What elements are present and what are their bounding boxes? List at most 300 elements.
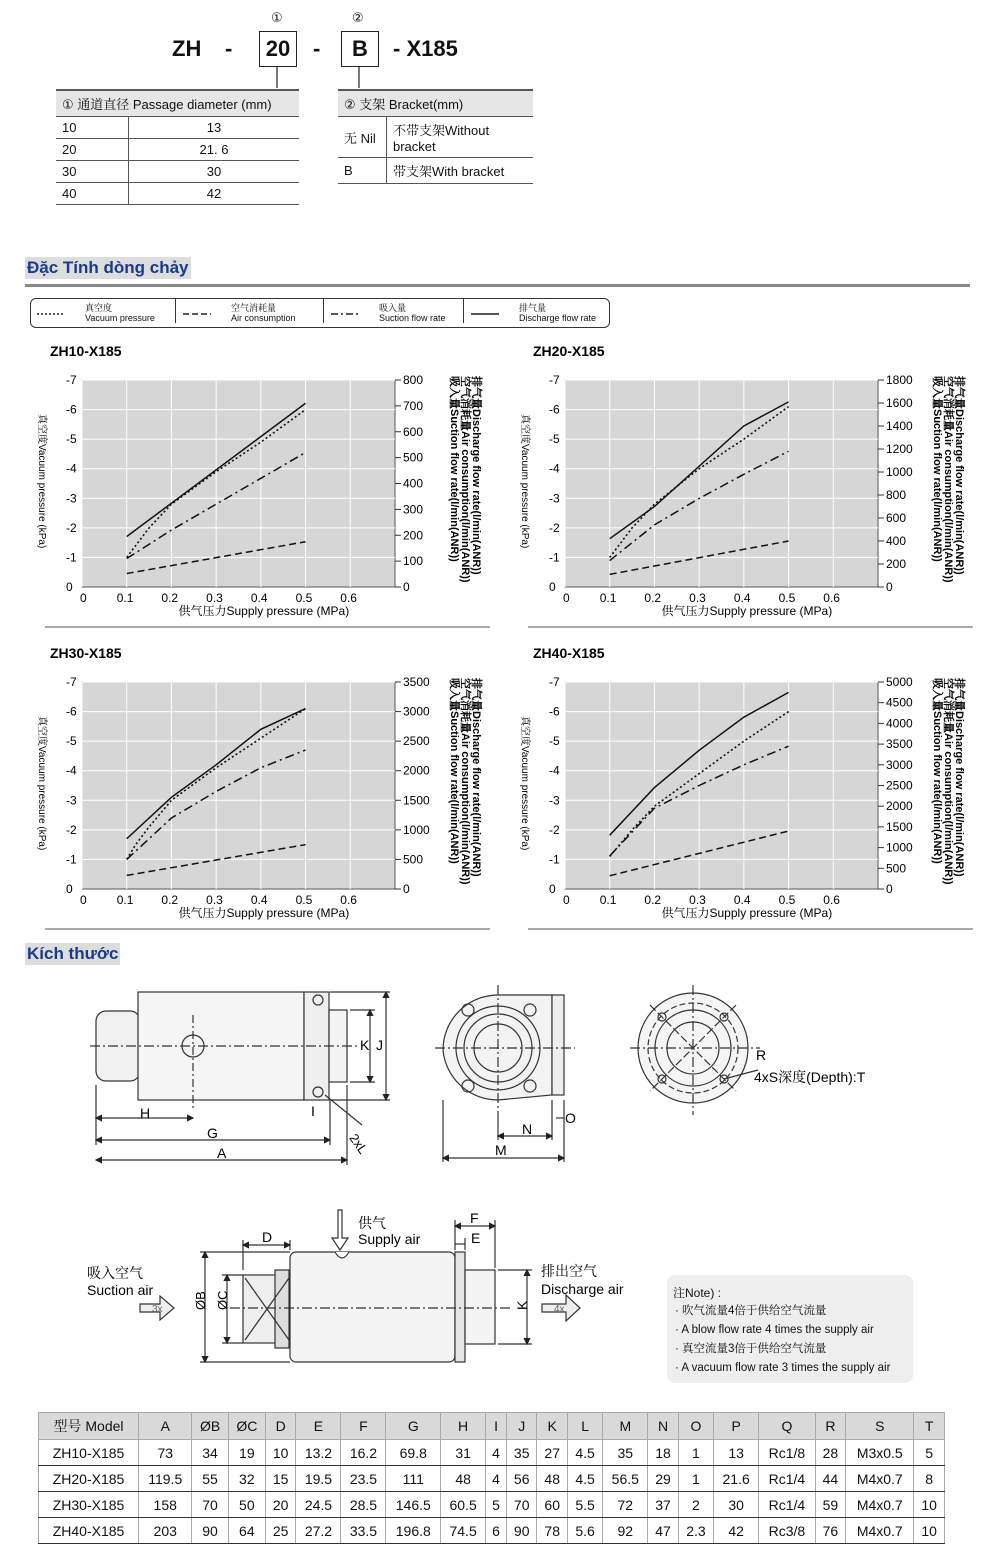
legend-item bbox=[471, 303, 596, 323]
legend-swatch bbox=[471, 309, 501, 319]
x-tick-label: 0.6 bbox=[823, 893, 840, 907]
x-tick-label: 0.3 bbox=[206, 591, 223, 605]
table-cell: 24.5 bbox=[296, 1492, 341, 1518]
left-tick-label: 0 bbox=[66, 882, 73, 896]
x-tick-label: 0.4 bbox=[250, 591, 268, 605]
table-cell: 5.6 bbox=[567, 1518, 602, 1544]
column-header: ØB bbox=[192, 1413, 228, 1440]
chart-panel bbox=[36, 343, 490, 627]
table-cell: Rc1/4 bbox=[759, 1492, 816, 1518]
x-axis-label: 供气压力Supply pressure (MPa) bbox=[178, 906, 350, 920]
table-cell: 158 bbox=[139, 1492, 192, 1518]
table-cell: M4x0.7 bbox=[846, 1492, 914, 1518]
table-cell: 90 bbox=[506, 1518, 537, 1544]
table-cell: 18 bbox=[648, 1440, 679, 1466]
dim-S-label: 4xS深度(Depth):T bbox=[754, 1069, 866, 1085]
right-tick-label: 2000 bbox=[886, 799, 913, 814]
legend-cn: 真空度 bbox=[85, 303, 113, 313]
discharge-air-en: Discharge air bbox=[541, 1281, 624, 1297]
table-cell: 92 bbox=[603, 1518, 648, 1544]
table-cell: 59 bbox=[815, 1492, 846, 1518]
left-tick-label: -5 bbox=[66, 432, 77, 447]
x-tick-label: 0.3 bbox=[689, 591, 706, 605]
legend-item bbox=[331, 303, 446, 323]
table-cell: 146.5 bbox=[386, 1492, 441, 1518]
right-axis-label: 空气消耗量Air consumption(l/min(ANR)) bbox=[942, 376, 954, 583]
table-cell: B bbox=[338, 158, 387, 184]
end-view-drawing bbox=[630, 985, 760, 1115]
x-axis-label: 供气压力Supply pressure (MPa) bbox=[661, 604, 833, 618]
column-header: ØC bbox=[228, 1413, 265, 1440]
table-cell: 21. 6 bbox=[129, 139, 300, 161]
table-cell: 27 bbox=[537, 1440, 568, 1466]
table-cell: 44 bbox=[815, 1466, 846, 1492]
left-tick-label: -3 bbox=[66, 793, 77, 808]
table-cell: 13.2 bbox=[296, 1440, 341, 1466]
column-header: N bbox=[648, 1413, 679, 1440]
table-cell: 72 bbox=[603, 1492, 648, 1518]
right-axis-label: 吸入量Suction flow rate(l/min(ANR)) bbox=[448, 376, 460, 562]
left-tick-label: -5 bbox=[549, 432, 560, 447]
left-tick-label: -4 bbox=[549, 763, 560, 778]
right-tick-label: 200 bbox=[886, 557, 907, 571]
left-tick-label: -4 bbox=[66, 461, 77, 476]
table-cell: Rc3/8 bbox=[759, 1518, 816, 1544]
table-cell: M4x0.7 bbox=[846, 1466, 914, 1492]
left-tick-label: -1 bbox=[66, 550, 77, 565]
table-cell: 2.3 bbox=[678, 1518, 713, 1544]
legend-en: Air consumption bbox=[231, 313, 296, 323]
right-tick-label: 800 bbox=[403, 373, 424, 387]
x-tick-label: 0.4 bbox=[733, 591, 751, 605]
right-tick-label: 3500 bbox=[403, 675, 430, 689]
left-tick-label: -1 bbox=[66, 852, 77, 867]
dim-M-label: M bbox=[495, 1142, 507, 1158]
table-cell: 1 bbox=[678, 1466, 713, 1492]
x-tick-label: 0.3 bbox=[206, 893, 223, 907]
table-cell: 10 bbox=[914, 1492, 945, 1518]
x-tick-label: 0 bbox=[80, 591, 87, 605]
column-header: H bbox=[441, 1413, 486, 1440]
table-cell: 30 bbox=[56, 161, 129, 183]
table-cell: 10 bbox=[914, 1518, 945, 1544]
table-cell: 30 bbox=[714, 1492, 759, 1518]
chart-panel bbox=[519, 343, 973, 627]
table-cell: 8 bbox=[914, 1466, 945, 1492]
right-tick-label: 4500 bbox=[886, 695, 913, 710]
left-tick-label: -6 bbox=[549, 704, 560, 719]
x-tick-label: 0.1 bbox=[116, 893, 134, 907]
right-tick-label: 700 bbox=[403, 398, 424, 413]
table-cell: 73 bbox=[139, 1440, 192, 1466]
left-tick-label: -1 bbox=[549, 550, 560, 565]
passage-header: ① 通道直径 Passage diameter (mm) bbox=[56, 90, 299, 117]
table-row bbox=[56, 161, 299, 183]
column-header: 型号 Model bbox=[39, 1413, 139, 1440]
table-cell: 28 bbox=[815, 1440, 846, 1466]
table-row bbox=[338, 117, 533, 158]
column-header: G bbox=[386, 1413, 441, 1440]
right-tick-label: 1800 bbox=[886, 373, 913, 387]
table-cell: 5 bbox=[914, 1440, 945, 1466]
right-tick-label: 400 bbox=[886, 534, 907, 548]
table-cell: 60 bbox=[537, 1492, 568, 1518]
table-row bbox=[39, 1492, 945, 1518]
note-line: · A vacuum flow rate 3 times the supply air bbox=[675, 1362, 891, 1374]
legend-swatch bbox=[183, 309, 213, 319]
table-cell: 76 bbox=[815, 1518, 846, 1544]
x-axis-label: 供气压力Supply pressure (MPa) bbox=[178, 604, 350, 618]
chart-title: ZH30-X185 bbox=[50, 645, 122, 661]
table-cell: 48 bbox=[537, 1466, 568, 1492]
x-tick-label: 0.2 bbox=[644, 893, 662, 907]
table-cell: 6 bbox=[486, 1518, 507, 1544]
column-header: K bbox=[537, 1413, 568, 1440]
dim-R-label: R bbox=[756, 1047, 767, 1063]
flow-charts bbox=[0, 338, 1000, 938]
right-tick-label: 500 bbox=[403, 450, 424, 465]
right-tick-label: 2000 bbox=[403, 763, 430, 778]
x-tick-label: 0 bbox=[563, 893, 570, 907]
table-cell: 10 bbox=[56, 117, 129, 139]
left-tick-label: -3 bbox=[66, 491, 77, 506]
legend-cn: 吸入量 bbox=[379, 303, 407, 313]
left-axis-label: 真空度Vacuum pressure (kPa) bbox=[36, 716, 47, 851]
table-cell: 无 Nil bbox=[338, 117, 387, 158]
part1-value: 20 bbox=[259, 31, 297, 67]
right-tick-label: 400 bbox=[403, 476, 424, 491]
part1-marker: ① bbox=[271, 10, 283, 25]
section-flow-title: Đặc Tính dòng chảy bbox=[27, 258, 189, 277]
column-header: S bbox=[846, 1413, 914, 1440]
table-cell: 42 bbox=[714, 1518, 759, 1544]
table-cell: ZH10-X185 bbox=[39, 1440, 139, 1466]
chart-title: ZH10-X185 bbox=[50, 343, 122, 359]
legend-en: Discharge flow rate bbox=[519, 313, 597, 323]
note-line: · A blow flow rate 4 times the supply air bbox=[675, 1324, 874, 1336]
x-tick-label: 0.3 bbox=[689, 893, 706, 907]
suction-multiplier: 3x bbox=[152, 1304, 163, 1315]
column-header: L bbox=[567, 1413, 602, 1440]
right-tick-label: 3000 bbox=[886, 757, 913, 772]
legend-item bbox=[37, 303, 155, 323]
left-axis-label: 真空度Vacuum pressure (kPa) bbox=[519, 414, 530, 549]
chart-panel bbox=[519, 645, 973, 929]
x-tick-label: 0.4 bbox=[250, 893, 268, 907]
right-tick-label: 1000 bbox=[403, 822, 430, 837]
section-divider bbox=[25, 284, 970, 287]
table-cell: ZH20-X185 bbox=[39, 1466, 139, 1492]
side-view-drawing bbox=[90, 992, 390, 1165]
table-cell: 78 bbox=[537, 1518, 568, 1544]
table-cell: M3x0.5 bbox=[846, 1440, 914, 1466]
table-cell: 33.5 bbox=[341, 1518, 386, 1544]
table-cell: 19.5 bbox=[296, 1466, 341, 1492]
table-cell: 29 bbox=[648, 1466, 679, 1492]
left-tick-label: 0 bbox=[66, 580, 73, 594]
table-cell: 4 bbox=[486, 1466, 507, 1492]
dim-L-label: 2xL bbox=[346, 1130, 371, 1157]
legend-item bbox=[183, 303, 296, 323]
table-row bbox=[39, 1518, 945, 1544]
dim-G-label: G bbox=[207, 1125, 218, 1141]
x-tick-label: 0 bbox=[563, 591, 570, 605]
table-cell: 70 bbox=[192, 1492, 228, 1518]
left-tick-label: 0 bbox=[549, 882, 556, 896]
left-tick-label: -7 bbox=[66, 373, 77, 387]
table-cell: 4.5 bbox=[567, 1440, 602, 1466]
column-header: R bbox=[815, 1413, 846, 1440]
column-header: M bbox=[603, 1413, 648, 1440]
right-tick-label: 0 bbox=[403, 580, 410, 594]
table-row bbox=[338, 158, 533, 184]
table-cell: 2 bbox=[678, 1492, 713, 1518]
right-tick-label: 5000 bbox=[886, 675, 913, 689]
part2-value: B bbox=[341, 31, 379, 67]
left-tick-label: -2 bbox=[66, 822, 77, 837]
bracket-header: ② 支架 Bracket(mm) bbox=[338, 90, 533, 117]
right-tick-label: 3500 bbox=[886, 737, 913, 752]
table-cell: 30 bbox=[129, 161, 300, 183]
right-tick-label: 0 bbox=[886, 580, 893, 594]
right-tick-label: 0 bbox=[403, 882, 410, 896]
x-tick-label: 0.5 bbox=[778, 893, 796, 907]
plot-area bbox=[565, 380, 878, 587]
table-cell: 40 bbox=[56, 183, 129, 205]
right-tick-label: 0 bbox=[886, 882, 893, 896]
x-tick-label: 0.4 bbox=[733, 893, 751, 907]
x-tick-label: 0.1 bbox=[116, 591, 134, 605]
table-cell: 70 bbox=[506, 1492, 537, 1518]
table-cell: 47 bbox=[648, 1518, 679, 1544]
dim-K2-label: K bbox=[514, 1300, 530, 1310]
left-tick-label: 0 bbox=[549, 580, 556, 594]
left-tick-label: -7 bbox=[549, 373, 560, 387]
legend-cn: 空气消耗量 bbox=[231, 303, 277, 313]
dim-F-label: F bbox=[470, 1210, 479, 1226]
x-tick-label: 0.5 bbox=[778, 591, 796, 605]
chart-panel bbox=[36, 645, 490, 929]
left-tick-label: -6 bbox=[549, 402, 560, 417]
table-cell: 48 bbox=[441, 1466, 486, 1492]
column-header: Q bbox=[759, 1413, 816, 1440]
right-tick-label: 200 bbox=[403, 528, 424, 543]
right-tick-label: 600 bbox=[403, 424, 424, 439]
table-cell: 203 bbox=[139, 1518, 192, 1544]
x-tick-label: 0.5 bbox=[295, 591, 313, 605]
table-cell: 15 bbox=[265, 1466, 296, 1492]
right-tick-label: 4000 bbox=[886, 716, 913, 731]
column-header: P bbox=[714, 1413, 759, 1440]
model-suffix: - X185 bbox=[393, 36, 458, 61]
right-axis-label: 吸入量Suction flow rate(l/min(ANR)) bbox=[931, 376, 943, 562]
right-tick-label: 1000 bbox=[886, 465, 913, 479]
column-header: F bbox=[341, 1413, 386, 1440]
table-cell: 37 bbox=[648, 1492, 679, 1518]
left-tick-label: -7 bbox=[549, 675, 560, 689]
left-axis-label: 真空度Vacuum pressure (kPa) bbox=[519, 716, 530, 851]
table-cell: ZH40-X185 bbox=[39, 1518, 139, 1544]
suction-air-en: Suction air bbox=[87, 1282, 154, 1298]
plot-area bbox=[82, 380, 395, 587]
dim-B-label: ØB bbox=[193, 1291, 208, 1310]
table-row bbox=[56, 139, 299, 161]
chart-title: ZH40-X185 bbox=[533, 645, 605, 661]
supply-air-en: Supply air bbox=[358, 1231, 421, 1247]
right-tick-label: 3000 bbox=[403, 704, 430, 719]
right-tick-label: 2500 bbox=[886, 778, 913, 793]
x-axis-label: 供气压力Supply pressure (MPa) bbox=[661, 906, 833, 920]
right-tick-label: 1500 bbox=[403, 793, 430, 808]
right-axis-label: 吸入量Suction flow rate(l/min(ANR)) bbox=[931, 678, 943, 864]
left-tick-label: -6 bbox=[66, 402, 77, 417]
section-dim-title: Kích thước bbox=[27, 944, 119, 963]
front-view-drawing bbox=[435, 985, 575, 1162]
x-tick-label: 0.2 bbox=[644, 591, 662, 605]
right-tick-label: 1400 bbox=[886, 419, 913, 433]
table-cell: 90 bbox=[192, 1518, 228, 1544]
dim-N-label: N bbox=[522, 1121, 533, 1137]
note-box bbox=[667, 1275, 913, 1383]
table-cell: 35 bbox=[506, 1440, 537, 1466]
legend-swatch bbox=[331, 309, 361, 319]
right-tick-label: 800 bbox=[886, 488, 907, 502]
legend-swatch bbox=[37, 309, 67, 319]
discharge-multiplier: 4x bbox=[554, 1304, 565, 1315]
dim-O-label: O bbox=[565, 1110, 576, 1126]
table-cell: 196.8 bbox=[386, 1518, 441, 1544]
table-cell: 5.5 bbox=[567, 1492, 602, 1518]
table-cell: 4 bbox=[486, 1440, 507, 1466]
table-cell: 1 bbox=[678, 1440, 713, 1466]
table-cell: 27.2 bbox=[296, 1518, 341, 1544]
table-cell: 25 bbox=[265, 1518, 296, 1544]
table-cell: 带支架With bracket bbox=[387, 158, 534, 184]
table-cell: 5 bbox=[486, 1492, 507, 1518]
table-cell: 31 bbox=[441, 1440, 486, 1466]
table-cell: 34 bbox=[192, 1440, 228, 1466]
right-tick-label: 300 bbox=[403, 502, 424, 517]
right-axis-label: 空气消耗量Air consumption(l/min(ANR)) bbox=[942, 678, 954, 885]
code-connectors bbox=[0, 0, 560, 95]
table-cell: 28.5 bbox=[341, 1492, 386, 1518]
dimension-spec-table bbox=[38, 1412, 945, 1544]
legend-en: Vacuum pressure bbox=[85, 313, 155, 323]
table-cell: Rc1/4 bbox=[759, 1466, 816, 1492]
left-tick-label: -6 bbox=[66, 704, 77, 719]
right-tick-label: 500 bbox=[886, 861, 907, 876]
x-tick-label: 0 bbox=[80, 893, 87, 907]
table-cell: 不带支架Without bracket bbox=[387, 117, 534, 158]
table-cell: 32 bbox=[228, 1466, 265, 1492]
left-tick-label: -3 bbox=[549, 491, 560, 506]
left-tick-label: -4 bbox=[549, 461, 560, 476]
dim-K-label: K bbox=[360, 1037, 370, 1053]
table-cell: 69.8 bbox=[386, 1440, 441, 1466]
column-header: E bbox=[296, 1413, 341, 1440]
table-cell: 16.2 bbox=[341, 1440, 386, 1466]
table-row bbox=[56, 117, 299, 139]
x-tick-label: 0.6 bbox=[823, 591, 840, 605]
table-cell: 13 bbox=[129, 117, 300, 139]
table-cell: 55 bbox=[192, 1466, 228, 1492]
right-axis-label: 空气消耗量Air consumption(l/min(ANR)) bbox=[459, 376, 471, 583]
table-cell: 74.5 bbox=[441, 1518, 486, 1544]
table-cell: 111 bbox=[386, 1466, 441, 1492]
column-header: D bbox=[265, 1413, 296, 1440]
table-cell: 21.6 bbox=[714, 1466, 759, 1492]
dim-A-label: A bbox=[217, 1145, 227, 1161]
table-cell: 119.5 bbox=[139, 1466, 192, 1492]
discharge-air-cn: 排出空气 bbox=[541, 1263, 597, 1279]
model-dash-1: - bbox=[225, 36, 233, 61]
left-tick-label: -5 bbox=[549, 734, 560, 749]
column-header: O bbox=[678, 1413, 713, 1440]
dim-J-label: J bbox=[376, 1037, 383, 1053]
table-cell: 10 bbox=[265, 1440, 296, 1466]
right-axis-label: 排气量Discharge flow rate(l/min(ANR)) bbox=[470, 678, 482, 877]
left-tick-label: -1 bbox=[549, 852, 560, 867]
table-cell: 23.5 bbox=[341, 1466, 386, 1492]
model-prefix: ZH bbox=[172, 36, 202, 61]
dim-H-label: H bbox=[140, 1105, 151, 1121]
right-tick-label: 1500 bbox=[886, 819, 913, 834]
x-tick-label: 0.5 bbox=[295, 893, 313, 907]
x-tick-label: 0.2 bbox=[161, 591, 179, 605]
x-tick-label: 0.1 bbox=[599, 893, 617, 907]
table-cell: Rc1/8 bbox=[759, 1440, 816, 1466]
table-cell: 19 bbox=[228, 1440, 265, 1466]
chart-title: ZH20-X185 bbox=[533, 343, 605, 359]
dim-C-label: ØC bbox=[215, 1290, 230, 1310]
x-tick-label: 0.6 bbox=[340, 893, 357, 907]
left-tick-label: -5 bbox=[66, 734, 77, 749]
column-header: A bbox=[139, 1413, 192, 1440]
right-tick-label: 500 bbox=[403, 852, 424, 867]
suction-air-cn: 吸入空气 bbox=[87, 1265, 143, 1281]
column-header: J bbox=[506, 1413, 537, 1440]
note-line: · 吹气流量4倍于供给空气流量 bbox=[675, 1305, 827, 1317]
table-cell: 42 bbox=[129, 183, 300, 205]
legend-cn: 排气量 bbox=[519, 303, 547, 313]
table-cell: 50 bbox=[228, 1492, 265, 1518]
table-cell: ZH30-X185 bbox=[39, 1492, 139, 1518]
right-axis-label: 吸入量Suction flow rate(l/min(ANR)) bbox=[448, 678, 460, 864]
x-tick-label: 0.6 bbox=[340, 591, 357, 605]
left-tick-label: -2 bbox=[549, 520, 560, 535]
right-axis-label: 排气量Discharge flow rate(l/min(ANR)) bbox=[953, 678, 965, 877]
table-cell: 4.5 bbox=[567, 1466, 602, 1492]
table-row bbox=[56, 183, 299, 205]
model-dash-2: - bbox=[313, 36, 321, 61]
part2-marker: ② bbox=[352, 10, 364, 25]
column-header: I bbox=[486, 1413, 507, 1440]
table-cell: 20 bbox=[265, 1492, 296, 1518]
right-tick-label: 1200 bbox=[886, 442, 913, 456]
right-tick-label: 100 bbox=[403, 554, 424, 569]
bracket-table bbox=[338, 89, 533, 184]
note-line: · 真空流量3倍于供给空气流量 bbox=[675, 1343, 827, 1355]
chart-legend bbox=[30, 298, 610, 328]
column-header: T bbox=[914, 1413, 945, 1440]
table-cell: 35 bbox=[603, 1440, 648, 1466]
x-tick-label: 0.2 bbox=[161, 893, 179, 907]
table-cell: 56.5 bbox=[603, 1466, 648, 1492]
passage-diameter-table bbox=[56, 89, 299, 205]
plot-area bbox=[565, 682, 878, 889]
table-cell: 56 bbox=[506, 1466, 537, 1492]
right-tick-label: 1600 bbox=[886, 396, 913, 410]
